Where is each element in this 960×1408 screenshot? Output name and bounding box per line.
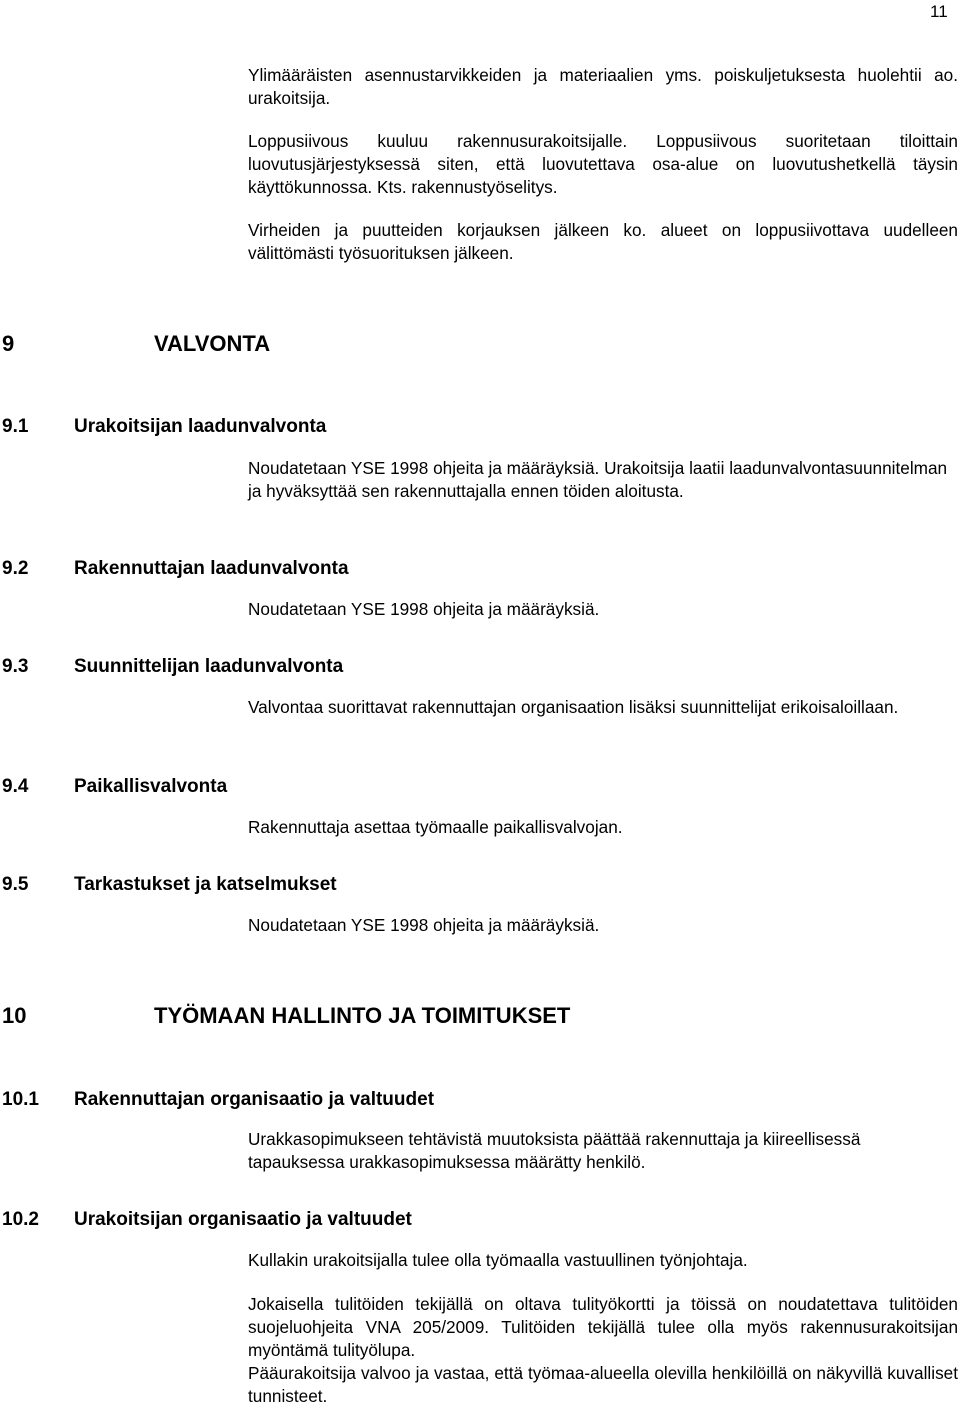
subsection-9-3-text: Valvontaa suorittavat rakennuttajan organisaation lisäksi suunnittelijat erikoisaloillaan. bbox=[248, 697, 899, 717]
subsection-number: 10.1 bbox=[2, 1089, 39, 1110]
subsection-9-1-heading bbox=[2, 416, 902, 442]
subsection-9-5-text: Noudatetaan YSE 1998 ohjeita ja määräyksiä. bbox=[248, 915, 600, 935]
section-title: TYÖMAAN HALLINTO JA TOIMITUKSET bbox=[154, 1003, 571, 1028]
subsection-10-2-text-1: Kullakin urakoitsijalla tulee olla työmaalla vastuullinen työnjohtaja. bbox=[248, 1250, 748, 1270]
intro-paragraph-2: Loppusiivous kuuluu rakennusurakoitsijalle. Loppusiivous suoritetaan tiloittain luovutusjärjestyksessä siten, että luovutettava osa-alue on luovutushetkellä täysin käyttökunnossa. Kts. rakennustyöselitys. bbox=[248, 131, 958, 197]
subsection-number: 9.2 bbox=[2, 558, 29, 579]
subsection-9-4-heading bbox=[2, 776, 902, 802]
section-number: 9 bbox=[2, 331, 15, 356]
subsection-10-1-heading bbox=[2, 1089, 902, 1115]
subsection-10-2-text-2: Jokaisella tulitöiden tekijällä on oltava tulityökortti ja töissä on noudatettava tulitöiden suojeluohjeita VNA 205/2009. Tulitöiden tekijällä tulee olla myös rakennusurakoitsijan myöntämä tulityölupa. bbox=[248, 1294, 958, 1360]
subsection-number: 9.1 bbox=[2, 416, 29, 437]
subsection-9-1-text: Noudatetaan YSE 1998 ohjeita ja määräyksiä. Urakoitsija laatii laadunvalvontasuunnitelman ja hyväksyttää sen rakennuttajalla ennen töiden aloitusta. bbox=[248, 458, 948, 501]
subsection-title: Urakoitsijan organisaatio ja valtuudet bbox=[74, 1209, 412, 1230]
section-title: VALVONTA bbox=[154, 331, 271, 356]
subsection-title: Rakennuttajan organisaatio ja valtuudet bbox=[74, 1089, 435, 1110]
subsection-number: 9.3 bbox=[2, 656, 29, 677]
subsection-10-1-text: Urakkasopimukseen tehtävistä muutoksista päättää rakennuttaja ja kiireellisessä tapauksessa urakkasopimuksessa määrätty henkilö. bbox=[248, 1129, 861, 1172]
section-10-heading bbox=[2, 1003, 902, 1031]
section-number: 10 bbox=[2, 1003, 27, 1028]
subsection-title: Tarkastukset ja katselmukset bbox=[74, 874, 337, 895]
subsection-9-2-text: Noudatetaan YSE 1998 ohjeita ja määräyksiä. bbox=[248, 599, 600, 619]
subsection-title: Urakoitsijan laadunvalvonta bbox=[74, 416, 327, 437]
page-number: 11 bbox=[930, 2, 948, 21]
section-9-heading bbox=[2, 331, 902, 359]
subsection-number: 9.5 bbox=[2, 874, 29, 895]
subsection-title: Paikallisvalvonta bbox=[74, 776, 228, 797]
intro-paragraph-1: Ylimääräisten asennustarvikkeiden ja materiaalien yms. poiskuljetuksesta huolehtii ao. urakoitsija. bbox=[248, 65, 958, 108]
subsection-9-5-heading bbox=[2, 874, 902, 900]
subsection-9-3-heading bbox=[2, 656, 902, 682]
intro-paragraph-3: Virheiden ja puutteiden korjauksen jälkeen ko. alueet on loppusiivottava uudelleen välittömästi työsuorituksen jälkeen. bbox=[248, 220, 958, 263]
subsection-9-2-heading bbox=[2, 558, 902, 584]
subsection-10-2-text-3: Pääurakoitsija valvoo ja vastaa, että työmaa-alueella olevilla henkilöillä on näkyvillä kuvalliset tunnisteet. bbox=[248, 1363, 958, 1406]
subsection-number: 10.2 bbox=[2, 1209, 39, 1230]
subsection-title: Suunnittelijan laadunvalvonta bbox=[74, 656, 344, 677]
subsection-title: Rakennuttajan laadunvalvonta bbox=[74, 558, 349, 579]
subsection-number: 9.4 bbox=[2, 776, 29, 797]
subsection-10-2-heading bbox=[2, 1209, 902, 1235]
subsection-9-4-text: Rakennuttaja asettaa työmaalle paikallisvalvojan. bbox=[248, 817, 623, 837]
